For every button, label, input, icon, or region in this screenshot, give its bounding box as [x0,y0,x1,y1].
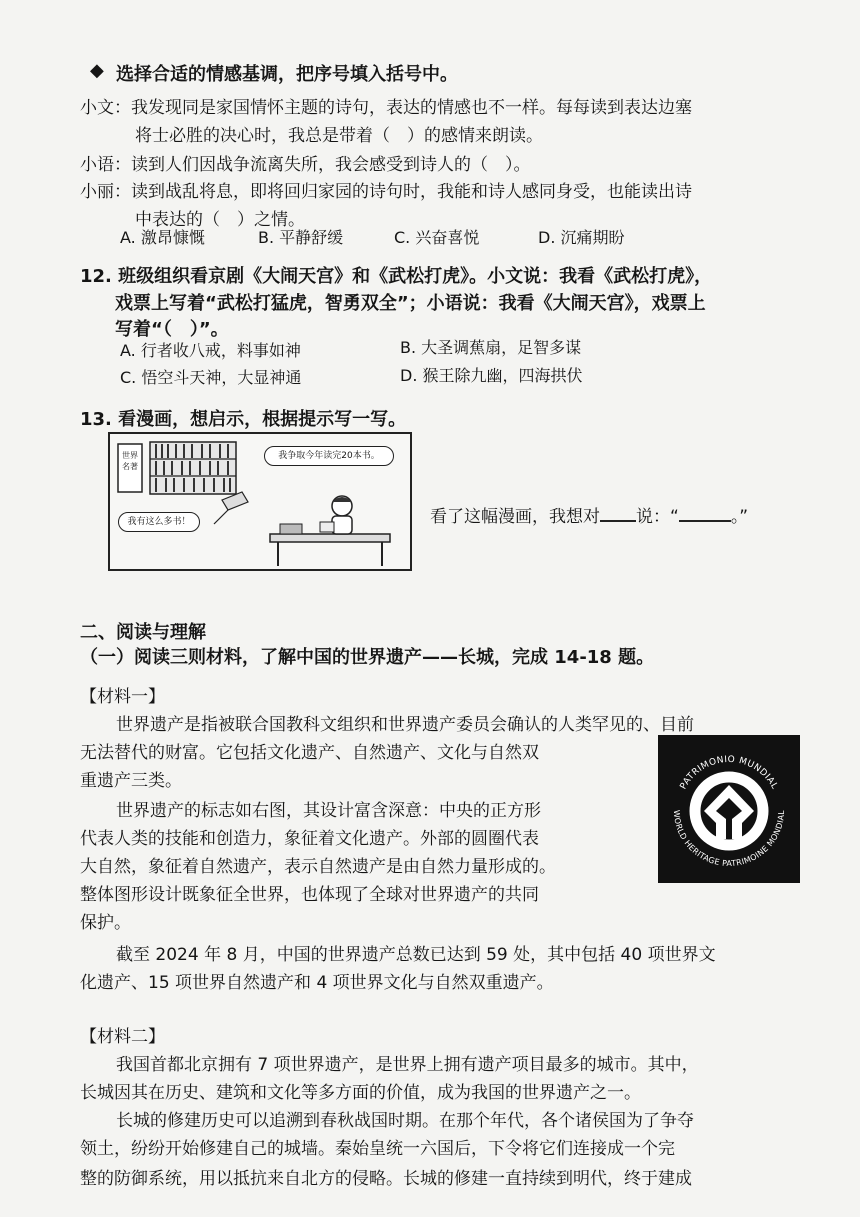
q11-xiaowen-line2: 将士必胜的决心时，我总是带着（ ）的感情来朗读。 [135,126,543,146]
q13-blank-what[interactable] [679,506,731,522]
q13-prompt-end: 。” [730,507,749,527]
section2-heading: 二、阅读与理解 [80,622,206,643]
q12-line1: 12. 班级组织看京剧《大闹天宫》和《武松打虎》。小文说：我看《武松打虎》， [80,266,713,287]
comic-bubble-book: 我有这么多书！ [118,512,200,532]
world-heritage-logo [658,735,800,883]
q11-xiaoyu: 小语：读到人们因战争流离失所，我会感受到诗人的（ ）。 [80,155,531,175]
q12-option-b: B. 大圣调蕉扇，足智多谋 [400,338,582,357]
q11-xiaowen-line1: 小文：我发现同是家国情怀主题的诗句，表达的情感也不一样。每每读到表达边塞 [80,98,692,118]
q13-blank-who[interactable] [600,506,636,522]
material1-line: 重遗产三类。 [80,771,182,791]
q13-title: 13. 看漫画，想启示，根据提示写一写。 [80,409,407,430]
material1-line: 无法替代的财富。它包括文化遗产、自然遗产、文化与自然双 [80,743,539,763]
q13-prompt-mid: 说：“ [636,507,679,527]
material1-line: 整体图形设计既象征全世界，也体现了全球对世界遗产的共同 [80,885,539,905]
material2-line: 我国首都北京拥有 7 项世界遗产，是世界上拥有遗产项目最多的城市。其中， [116,1055,699,1075]
material2-line: 长城的修建历史可以追溯到春秋战国时期。在那个年代，各个诸侯国为了争夺 [116,1111,694,1131]
material1-line: 保护。 [80,913,131,933]
material1-line: 截至 2024 年 8 月，中国的世界遗产总数已达到 59 处，其中包括 40 项世界文 [116,945,716,965]
material2-line: 长城因其在历史、建筑和文化等多方面的价值，成为我国的世界遗产之一。 [80,1083,641,1103]
material1-line: 世界遗产的标志如右图，其设计富含深意：中央的正方形 [116,801,541,821]
q12-line2: 戏票上写着“武松打猛虎，智勇双全”；小语说：我看《大闹天宫》，戏票上 [115,293,706,314]
svg-text:WORLD HERITAGE PATRIMOINE MOND [672,810,786,868]
q12-option-a: A. 行者收八戒，料事如神 [120,341,301,360]
material1-line: 代表人类的技能和创造力，象征着文化遗产。外部的圆圈代表 [80,829,539,849]
world-heritage-emblem-icon [658,735,800,883]
q11-option-c: C. 兴奋喜悦 [394,228,480,247]
q11-option-d: D. 沉痛期盼 [538,228,625,247]
material1-line: 世界遗产是指被联合国教科文组织和世界遗产委员会确认的人类罕见的、目前 [116,715,694,735]
q13-prompt-start: 看了这幅漫画，我想对 [430,507,600,527]
bullet-diamond: ◆ [90,60,104,81]
comic-illustration [108,432,412,571]
q11-option-a: A. 激昂慷慨 [120,228,205,247]
logo-text-top: PATRIMONIO MUNDIAL [678,754,780,792]
material1-line: 化遗产、15 项世界自然遗产和 4 项世界文化与自然双重遗产。 [80,973,554,993]
comic-bubble-boy: 我争取今年读完20本书。 [264,446,394,466]
q13-prompt [430,502,748,527]
material1-label: 【材料一】 [80,687,165,707]
q11-xiaoli-line1: 小丽：读到战乱将息，即将回归家园的诗句时，我能和诗人感同身受，也能读出诗 [80,182,692,202]
material2-line: 领土，纷纷开始修建自己的城墙。秦始皇统一六国后，下令将它们连接成一个完 [80,1139,675,1159]
logo-text-bottom: WORLD HERITAGE PATRIMOINE MONDIAL [671,809,787,869]
material2-line: 整的防御系统，用以抵抗来自北方的侵略。长城的修建一直持续到明代，终于建成 [80,1169,692,1189]
q12-option-c: C. 悟空斗天神，大显神通 [120,368,302,387]
comic-sign: 世界 名著 [122,451,138,471]
q11-xiaoli-line2: 中表达的（ ）之情。 [135,210,305,230]
material2-label: 【材料二】 [80,1027,165,1047]
section2-subheading: （一）阅读三则材料，了解中国的世界遗产——长城，完成 14-18 题。 [80,647,655,668]
q11-option-b: B. 平静舒缓 [258,228,344,247]
material1-line: 大自然，象征着自然遗产，表示自然遗产是由自然力量形成的。 [80,857,556,877]
q12-option-d: D. 猴王除九幽，四海拱伏 [400,366,583,385]
q11-instruction: 选择合适的情感基调，把序号填入括号中。 [116,64,458,85]
q12-line3: 写着“（ ）”。 [115,319,229,340]
